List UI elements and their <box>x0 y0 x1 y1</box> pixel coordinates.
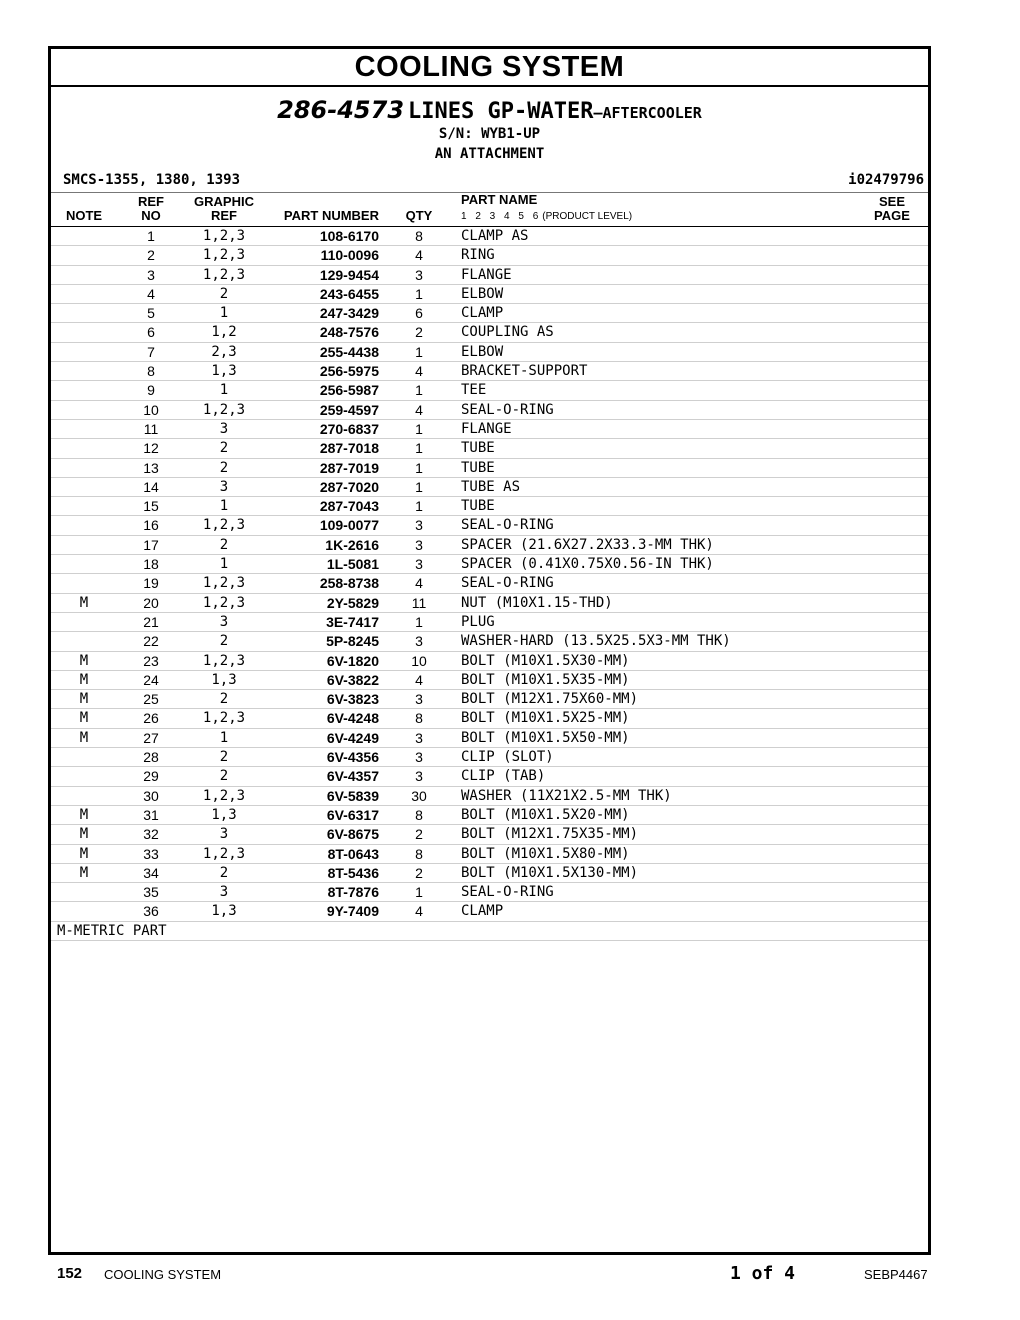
table-header <box>51 192 928 227</box>
graphic-ref-cell: 1,2,3 <box>202 787 246 804</box>
col-ref-top: REF <box>138 194 164 209</box>
part-name-cell: SPACER (0.41X0.75X0.56-IN THK) <box>461 556 714 573</box>
qty-cell: 3 <box>415 768 423 785</box>
part-name-cell: BOLT (M10X1.5X35-MM) <box>461 671 630 688</box>
part-number-cell: 8T-0643 <box>327 845 379 862</box>
qty-cell: 1 <box>415 382 423 399</box>
col-note: NOTE <box>65 208 103 223</box>
ref-cell: 34 <box>143 864 159 881</box>
qty-cell: 4 <box>415 363 423 380</box>
part-number-cell: 8T-7876 <box>327 884 379 901</box>
qty-cell: 3 <box>415 633 423 650</box>
ref-cell: 22 <box>143 633 159 650</box>
part-name-cell: RING <box>461 247 495 264</box>
part-name-cell: SEAL-O-RING <box>461 884 554 901</box>
part-name-cell: CLAMP AS <box>461 228 529 244</box>
group-number: 286-4573 <box>277 96 405 124</box>
part-name-cell: BOLT (M10X1.5X25-MM) <box>461 710 630 727</box>
graphic-ref-cell: 3 <box>219 420 229 437</box>
part-name-cell: TUBE <box>461 440 495 457</box>
table-row <box>51 304 928 323</box>
part-number-cell: 1L-5081 <box>326 556 379 573</box>
graphic-ref-cell: 2 <box>219 285 229 302</box>
graphic-ref-cell: 1 <box>219 729 229 746</box>
smcs-row <box>51 170 928 192</box>
qty-cell: 4 <box>415 401 423 418</box>
part-number-cell: 6V-8675 <box>326 826 379 843</box>
ref-cell: 28 <box>143 749 159 766</box>
part-number-cell: 1K-2616 <box>325 536 379 553</box>
table-row <box>51 632 928 651</box>
table-row <box>51 613 928 632</box>
parts-page-frame <box>48 46 931 1255</box>
graphic-ref-cell: 1 <box>219 382 229 399</box>
page-number: 152 <box>57 1265 83 1282</box>
qty-cell: 6 <box>415 305 423 322</box>
table-row <box>51 401 928 420</box>
table-row <box>51 709 928 728</box>
part-name-cell: BOLT (M12X1.75X35-MM) <box>461 826 639 843</box>
graphic-ref-cell: 1,2,3 <box>202 247 246 264</box>
part-number-cell: 5P-8245 <box>326 633 379 650</box>
part-number-cell: 108-6170 <box>319 228 379 244</box>
part-name-cell: ELBOW <box>461 285 504 302</box>
qty-cell: 4 <box>415 247 423 264</box>
qty-cell: 3 <box>415 691 423 708</box>
part-name-cell: TUBE <box>461 459 495 476</box>
table-row <box>51 671 928 690</box>
ref-cell: 11 <box>143 420 159 437</box>
part-number-cell: 6V-4356 <box>326 749 379 766</box>
table-row <box>51 729 928 748</box>
qty-cell: 1 <box>415 884 423 901</box>
table-row <box>51 748 928 767</box>
table-row <box>51 652 928 671</box>
graphic-ref-cell: 1,2,3 <box>202 652 246 669</box>
part-number-cell: 6V-5839 <box>326 787 379 804</box>
graphic-ref-cell: 2 <box>219 633 229 650</box>
table-row <box>51 227 928 246</box>
part-number-cell: 109-0077 <box>319 517 379 534</box>
illustration-id: i02479796 <box>848 172 924 188</box>
graphic-ref-cell: 1,3 <box>211 363 237 380</box>
graphic-ref-cell: 3 <box>219 826 229 843</box>
note-cell: M <box>79 594 89 611</box>
note-cell: M <box>79 729 89 746</box>
serial-number: S/N: WYB1-UP <box>438 126 541 142</box>
ref-cell: 3 <box>147 266 155 283</box>
group-name: LINES GP-WATER <box>408 99 594 124</box>
table-row <box>51 459 928 478</box>
part-number-cell: 287-7018 <box>319 440 379 457</box>
ref-cell: 16 <box>143 517 159 534</box>
table-row <box>51 883 928 902</box>
qty-cell: 3 <box>415 556 423 573</box>
parts-list <box>51 227 928 922</box>
part-name-cell: CLIP (SLOT) <box>461 749 554 766</box>
graphic-ref-cell: 2 <box>219 440 229 457</box>
part-number-cell: 6V-6317 <box>326 806 379 823</box>
product-level-numbers: 1 2 3 4 5 6 <box>461 211 539 222</box>
part-name-cell: SPACER (21.6X27.2X33.3-MM THK) <box>461 536 714 553</box>
table-row <box>51 362 928 381</box>
graphic-ref-cell: 2 <box>219 749 229 766</box>
note-cell: M <box>79 826 89 843</box>
part-number-cell: 6V-3822 <box>326 671 379 688</box>
graphic-ref-cell: 3 <box>219 478 229 495</box>
ref-cell: 17 <box>143 536 159 553</box>
qty-cell: 4 <box>415 671 423 688</box>
graphic-ref-cell: 3 <box>219 613 229 630</box>
ref-cell: 31 <box>143 806 159 823</box>
qty-cell: 10 <box>411 652 427 669</box>
qty-cell: 8 <box>415 806 423 823</box>
document-id: SEBP4467 <box>864 1267 928 1282</box>
qty-cell: 1 <box>415 478 423 495</box>
table-row <box>51 787 928 806</box>
graphic-ref-cell: 1,3 <box>211 903 237 920</box>
ref-cell: 30 <box>143 787 159 804</box>
qty-cell: 30 <box>411 787 427 804</box>
table-row <box>51 497 928 516</box>
qty-cell: 3 <box>415 536 423 553</box>
table-row <box>51 381 928 400</box>
ref-cell: 20 <box>143 594 159 611</box>
part-number-cell: 259-4597 <box>319 401 379 418</box>
graphic-ref-cell: 1 <box>219 305 229 322</box>
graphic-ref-cell: 1,2,3 <box>202 594 246 611</box>
table-row <box>51 594 928 613</box>
table-row <box>51 343 928 362</box>
ref-cell: 5 <box>147 305 155 322</box>
part-name-cell: BOLT (M10X1.5X20-MM) <box>461 806 630 823</box>
part-number-cell: 287-7019 <box>319 459 379 476</box>
note-cell: M <box>79 691 89 708</box>
qty-cell: 3 <box>415 266 423 283</box>
table-row <box>51 806 928 825</box>
ref-cell: 21 <box>143 613 159 630</box>
col-see-bottom: PAGE <box>874 208 910 223</box>
col-graphic-top: GRAPHIC <box>194 194 254 209</box>
part-name-cell: CLAMP <box>461 903 504 920</box>
table-row <box>51 845 928 864</box>
table-row <box>51 767 928 786</box>
part-number-cell: 129-9454 <box>319 266 379 283</box>
part-name-cell: TUBE AS <box>461 478 521 495</box>
qty-cell: 2 <box>415 864 423 881</box>
part-number-cell: 2Y-5829 <box>326 594 379 611</box>
ref-cell: 1 <box>147 228 155 244</box>
group-title <box>51 96 928 124</box>
ref-cell: 2 <box>147 247 155 264</box>
part-number-cell: 6V-4249 <box>326 729 379 746</box>
part-name-cell: BOLT (M12X1.75X60-MM) <box>461 691 639 708</box>
ref-cell: 15 <box>143 498 159 515</box>
col-product-levels <box>461 210 632 224</box>
graphic-ref-cell: 2 <box>219 864 229 881</box>
part-name-cell: SEAL-O-RING <box>461 575 554 592</box>
qty-cell: 3 <box>415 729 423 746</box>
part-name-cell: BOLT (M10X1.5X30-MM) <box>461 652 630 669</box>
part-number-cell: 270-6837 <box>319 420 379 437</box>
part-number-cell: 3E-7417 <box>326 613 379 630</box>
graphic-ref-cell: 1 <box>219 498 229 515</box>
graphic-ref-cell: 1,3 <box>211 671 237 688</box>
part-name-cell: FLANGE <box>461 420 512 437</box>
qty-cell: 11 <box>411 594 427 611</box>
part-name-cell: COUPLING AS <box>461 324 554 341</box>
part-number-cell: 255-4438 <box>319 343 379 360</box>
section-title: COOLING SYSTEM <box>51 49 928 87</box>
qty-cell: 1 <box>415 440 423 457</box>
table-row <box>51 902 928 921</box>
part-name-cell: CLAMP <box>461 305 504 322</box>
page-footer <box>0 1265 1020 1289</box>
part-name-cell: PLUG <box>461 613 495 630</box>
graphic-ref-cell: 1,2,3 <box>202 710 246 727</box>
table-row <box>51 574 928 593</box>
note-cell: M <box>79 864 89 881</box>
graphic-ref-cell: 2 <box>219 536 229 553</box>
qty-cell: 1 <box>415 285 423 302</box>
qty-cell: 2 <box>415 324 423 341</box>
part-number-cell: 8T-5436 <box>327 864 379 881</box>
table-row <box>51 478 928 497</box>
table-row <box>51 825 928 844</box>
ref-cell: 29 <box>143 768 159 785</box>
part-number-cell: 6V-1820 <box>326 652 379 669</box>
ref-cell: 36 <box>143 903 159 920</box>
footer-section: COOLING SYSTEM <box>104 1267 222 1282</box>
qty-cell: 2 <box>415 826 423 843</box>
part-name-cell: FLANGE <box>461 266 512 283</box>
part-name-cell: SEAL-O-RING <box>461 517 554 534</box>
graphic-ref-cell: 2 <box>219 459 229 476</box>
graphic-ref-cell: 1 <box>219 556 229 573</box>
part-name-cell: TUBE <box>461 498 495 515</box>
ref-cell: 18 <box>143 556 159 573</box>
qty-cell: 1 <box>415 420 423 437</box>
qty-cell: 1 <box>415 459 423 476</box>
table-row <box>51 864 928 883</box>
ref-cell: 35 <box>143 884 159 901</box>
table-row <box>51 323 928 342</box>
graphic-ref-cell: 2,3 <box>211 343 237 360</box>
ref-cell: 27 <box>143 729 159 746</box>
col-part-name: PART NAME <box>461 192 538 207</box>
qty-cell: 8 <box>415 710 423 727</box>
ref-cell: 9 <box>147 382 155 399</box>
ref-cell: 8 <box>147 363 155 380</box>
group-subname: —AFTERCOOLER <box>593 104 702 122</box>
part-name-cell: TEE <box>461 382 487 399</box>
part-number-cell: 110-0096 <box>320 247 379 264</box>
part-name-cell: BOLT (M10X1.5X50-MM) <box>461 729 630 746</box>
part-name-cell: BRACKET-SUPPORT <box>461 363 588 380</box>
note-cell: M <box>79 652 89 669</box>
table-row <box>51 516 928 535</box>
part-name-cell: BOLT (M10X1.5X130-MM) <box>461 864 639 881</box>
note-cell: M <box>79 671 89 688</box>
part-name-cell: BOLT (M10X1.5X80-MM) <box>461 845 630 862</box>
qty-cell: 1 <box>415 343 423 360</box>
ref-cell: 13 <box>143 459 159 476</box>
ref-cell: 24 <box>143 671 159 688</box>
col-part-number: PART NUMBER <box>283 208 379 223</box>
graphic-ref-cell: 2 <box>219 768 229 785</box>
ref-cell: 33 <box>143 845 159 862</box>
metric-footnote: M-METRIC PART <box>51 922 928 941</box>
ref-cell: 4 <box>147 285 155 302</box>
table-row <box>51 285 928 304</box>
qty-cell: 1 <box>415 613 423 630</box>
table-row <box>51 555 928 574</box>
ref-cell: 26 <box>143 710 159 727</box>
part-number-cell: 247-3429 <box>319 305 379 322</box>
graphic-ref-cell: 1,2 <box>211 324 237 341</box>
part-number-cell: 6V-4357 <box>326 768 379 785</box>
ref-cell: 7 <box>147 343 155 360</box>
note-cell: M <box>79 710 89 727</box>
col-see-top: SEE <box>878 194 905 209</box>
qty-cell: 1 <box>415 498 423 515</box>
ref-cell: 25 <box>143 691 159 708</box>
col-graphic-bottom: REF <box>211 208 237 223</box>
qty-cell: 4 <box>415 575 423 592</box>
ref-cell: 10 <box>143 401 159 418</box>
graphic-ref-cell: 1,2,3 <box>202 575 246 592</box>
smcs-codes: SMCS-1355, 1380, 1393 <box>63 172 241 188</box>
part-number-cell: 287-7043 <box>319 498 379 515</box>
graphic-ref-cell: 3 <box>219 884 229 901</box>
qty-cell: 3 <box>415 517 423 534</box>
part-name-cell: NUT (M10X1.15-THD) <box>461 594 613 611</box>
page-count: 1 of 4 <box>730 1263 796 1284</box>
ref-cell: 23 <box>143 652 159 669</box>
col-qty: QTY <box>405 208 433 223</box>
part-number-cell: 256-5975 <box>319 363 379 380</box>
part-number-cell: 9Y-7409 <box>326 903 379 920</box>
table-row <box>51 439 928 458</box>
part-name-cell: SEAL-O-RING <box>461 401 554 418</box>
part-number-cell: 258-8738 <box>319 575 379 592</box>
part-number-cell: 248-7576 <box>319 324 379 341</box>
note-cell: M <box>79 845 89 862</box>
qty-cell: 4 <box>415 903 423 920</box>
part-name-cell: WASHER (11X21X2.5-MM THK) <box>461 787 672 804</box>
table-row <box>51 690 928 709</box>
ref-cell: 6 <box>147 324 155 341</box>
part-number-cell: 6V-3823 <box>326 691 379 708</box>
qty-cell: 8 <box>415 228 423 244</box>
graphic-ref-cell: 1,2,3 <box>202 228 246 244</box>
table-row <box>51 266 928 285</box>
graphic-ref-cell: 1,2,3 <box>202 845 246 862</box>
ref-cell: 32 <box>143 826 159 843</box>
ref-cell: 19 <box>143 575 159 592</box>
table-row <box>51 246 928 265</box>
graphic-ref-cell: 1,3 <box>211 806 237 823</box>
ref-cell: 12 <box>143 440 159 457</box>
graphic-ref-cell: 1,2,3 <box>202 401 246 418</box>
part-number-cell: 287-7020 <box>319 478 379 495</box>
ref-cell: 14 <box>143 478 159 495</box>
table-row <box>51 536 928 555</box>
part-name-cell: ELBOW <box>461 343 504 360</box>
qty-cell: 3 <box>415 749 423 766</box>
part-name-cell: CLIP (TAB) <box>461 768 546 785</box>
graphic-ref-cell: 1,2,3 <box>202 517 246 534</box>
attachment-label: AN ATTACHMENT <box>434 146 545 162</box>
part-number-cell: 243-6455 <box>319 285 379 302</box>
product-level-label: (PRODUCT LEVEL) <box>542 211 633 222</box>
part-number-cell: 6V-4248 <box>326 710 379 727</box>
part-name-cell: WASHER-HARD (13.5X25.5X3-MM THK) <box>461 633 731 650</box>
graphic-ref-cell: 1,2,3 <box>202 266 246 283</box>
table-row <box>51 420 928 439</box>
qty-cell: 8 <box>415 845 423 862</box>
note-cell: M <box>79 806 89 823</box>
col-ref-bottom: NO <box>141 208 161 223</box>
graphic-ref-cell: 2 <box>219 691 229 708</box>
part-number-cell: 256-5987 <box>319 382 379 399</box>
